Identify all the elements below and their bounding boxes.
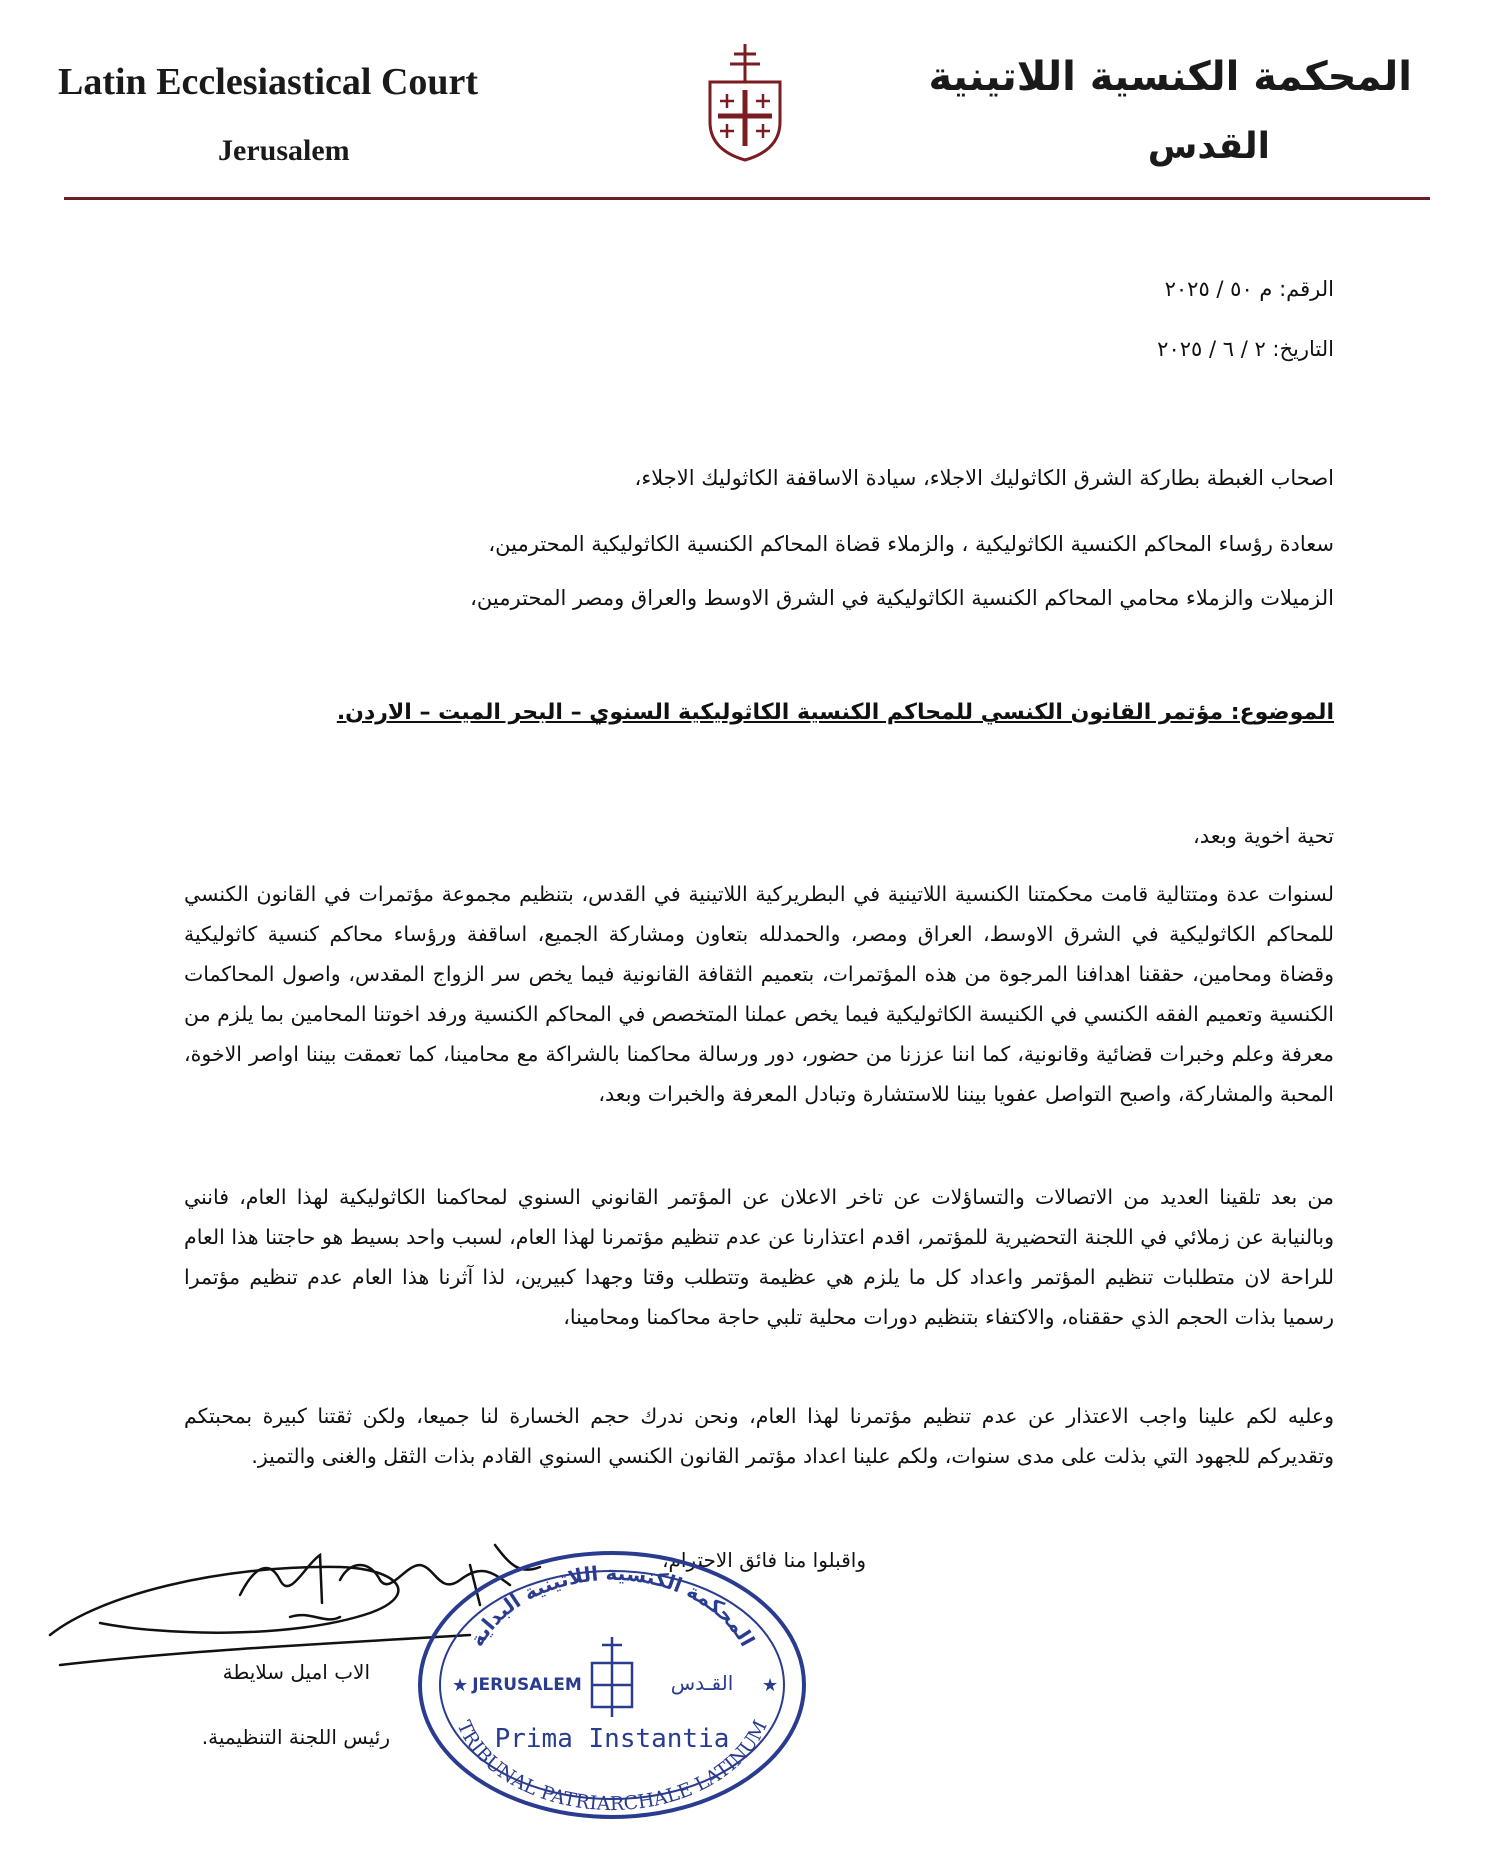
stamp-cross-icon: [592, 1637, 632, 1717]
star-icon: ★: [762, 1675, 779, 1696]
closing-line: واقبلوا منا فائق الاحترام،: [662, 1548, 866, 1572]
stamp-latin-middle: Prima Instantia: [494, 1724, 730, 1754]
official-court-stamp: [412, 1545, 812, 1825]
body-paragraph: لسنوات عدة ومتتالية قامت محكمتنا الكنسية اللاتينية في البطريركية اللاتينية في القدس، بتنظيم مجموعة مؤتمرات في القانون الكنسي للمحاكم الكاثوليكية في الشرق الاوسط، العراق ومصر، والحمدلله بتعاون ومشاركة الجميع، اساقفة ورؤساء محاكم كنسية كاثوليكية وقضاة ومحامين، حققنا اهدافنا المرجوة من هذه المؤتمرات، بتعميم الثقافة القانونية فيما يخص سر الزواج المقدس، واصول المحاكمات الكنسية وتعميم الفقه الكنسي في الكنيسة الكاثوليكية فيما يخص عملنا المتخصص في المحاكم الكنسية ورفد اخوتنا المحامين بما يلزم من معرفة وعلم وخبرات قضائية وقانونية، كما اننا عززنا من حضور، دور ورسالة محاكمنا بالشراكة مع محامينا، كما تعمقت بيننا اواصر الاخوة، المحبة والمشاركة، واصبح التواصل عفويا بيننا للاستشارة وتبادل المعرفة والخبرات وبعد،: [184, 882, 1334, 1106]
jerusalem-cross-crest-icon: [700, 42, 790, 162]
signatory-role: رئيس اللجنة التنظيمية.: [201, 1725, 390, 1749]
body-paragraph: وعليه لكم علينا واجب الاعتذار عن عدم تنظيم مؤتمرنا لهذا العام، ونحن ندرك حجم الخسارة لنا جميعا، ولكن ثقتنا كبيرة بمحبتكم وتقديركم للجهود التي بذلت على مدى سنوات، ولكم علينا اعداد مؤتمر القانون الكنسي السنوي القادم بذات الثقل والغنى والتميز.: [184, 1404, 1334, 1468]
reference-number: الرقم: م ٥٠ / ٢٠٢٥: [1164, 277, 1334, 301]
header-divider: [64, 197, 1430, 200]
star-icon: ★: [452, 1675, 469, 1696]
stamp-latin-arc: TRIBUNAL PATRIARCHALE LATINUM: [452, 1716, 772, 1816]
court-name-arabic: المحكمة الكنسية اللاتينية: [928, 54, 1412, 100]
signatory-name: الاب اميل سلايطة: [222, 1660, 370, 1684]
addressee-line: سعادة رؤساء المحاكم الكنسية الكاثوليكية ، والزملاء قضاة المحاكم الكنسية الكاثوليكية المحترمين،: [488, 532, 1334, 556]
letter-date: التاريخ: ٢ / ٦ / ٢٠٢٥: [1157, 337, 1334, 361]
city-english: Jerusalem: [218, 134, 350, 167]
city-arabic: القدس: [1147, 126, 1270, 167]
stamp-jerusalem-label: JERUSALEM: [472, 1675, 582, 1695]
stamp-arabic-city: القـدس: [670, 1671, 734, 1695]
greeting: تحية اخوية وبعد،: [1192, 824, 1334, 848]
subject-line: الموضوع: مؤتمر القانون الكنسي للمحاكم الكنسية الكاثوليكية السنوي – البحر الميت – الاردن.: [336, 700, 1334, 725]
body-paragraph: من بعد تلقينا العديد من الاتصالات والتساؤلات عن تاخر الاعلان عن المؤتمر القانوني السنوي لمحاكمنا الكاثوليكية لهذا العام، فانني وبالنيابة عن زملائي في اللجنة التحضيرية للمؤتمر، اقدم اعتذارنا عن عدم تنظيم مؤتمرنا لهذا العام، لسبب واحد بسيط هو حاجتنا هذا العام للراحة لان متطلبات تنظيم المؤتمر واعداد كل ما يلزم هي عظيمة وتتطلب وقتا وجهدا كبيرين، لذا آثرنا هذا العام عدم تنظيم مؤتمرا رسميا بذات الحجم الذي حققناه، والاكتفاء بتنظيم دورات محلية تلبي حاجة محاكمنا ومحامينا،: [184, 1185, 1334, 1329]
stamp-arabic-arc: المحكمة الكنسية اللاتينية البداية: [464, 1560, 760, 1651]
addressee-line: الزميلات والزملاء محامي المحاكم الكنسية الكاثوليكية في الشرق الاوسط والعراق ومصر المحترمين،: [470, 586, 1334, 610]
court-name-english: Latin Ecclesiastical Court: [58, 61, 479, 103]
addressee-line: اصحاب الغبطة بطاركة الشرق الكاثوليك الاجلاء، سيادة الاساقفة الكاثوليك الاجلاء،: [634, 466, 1334, 490]
